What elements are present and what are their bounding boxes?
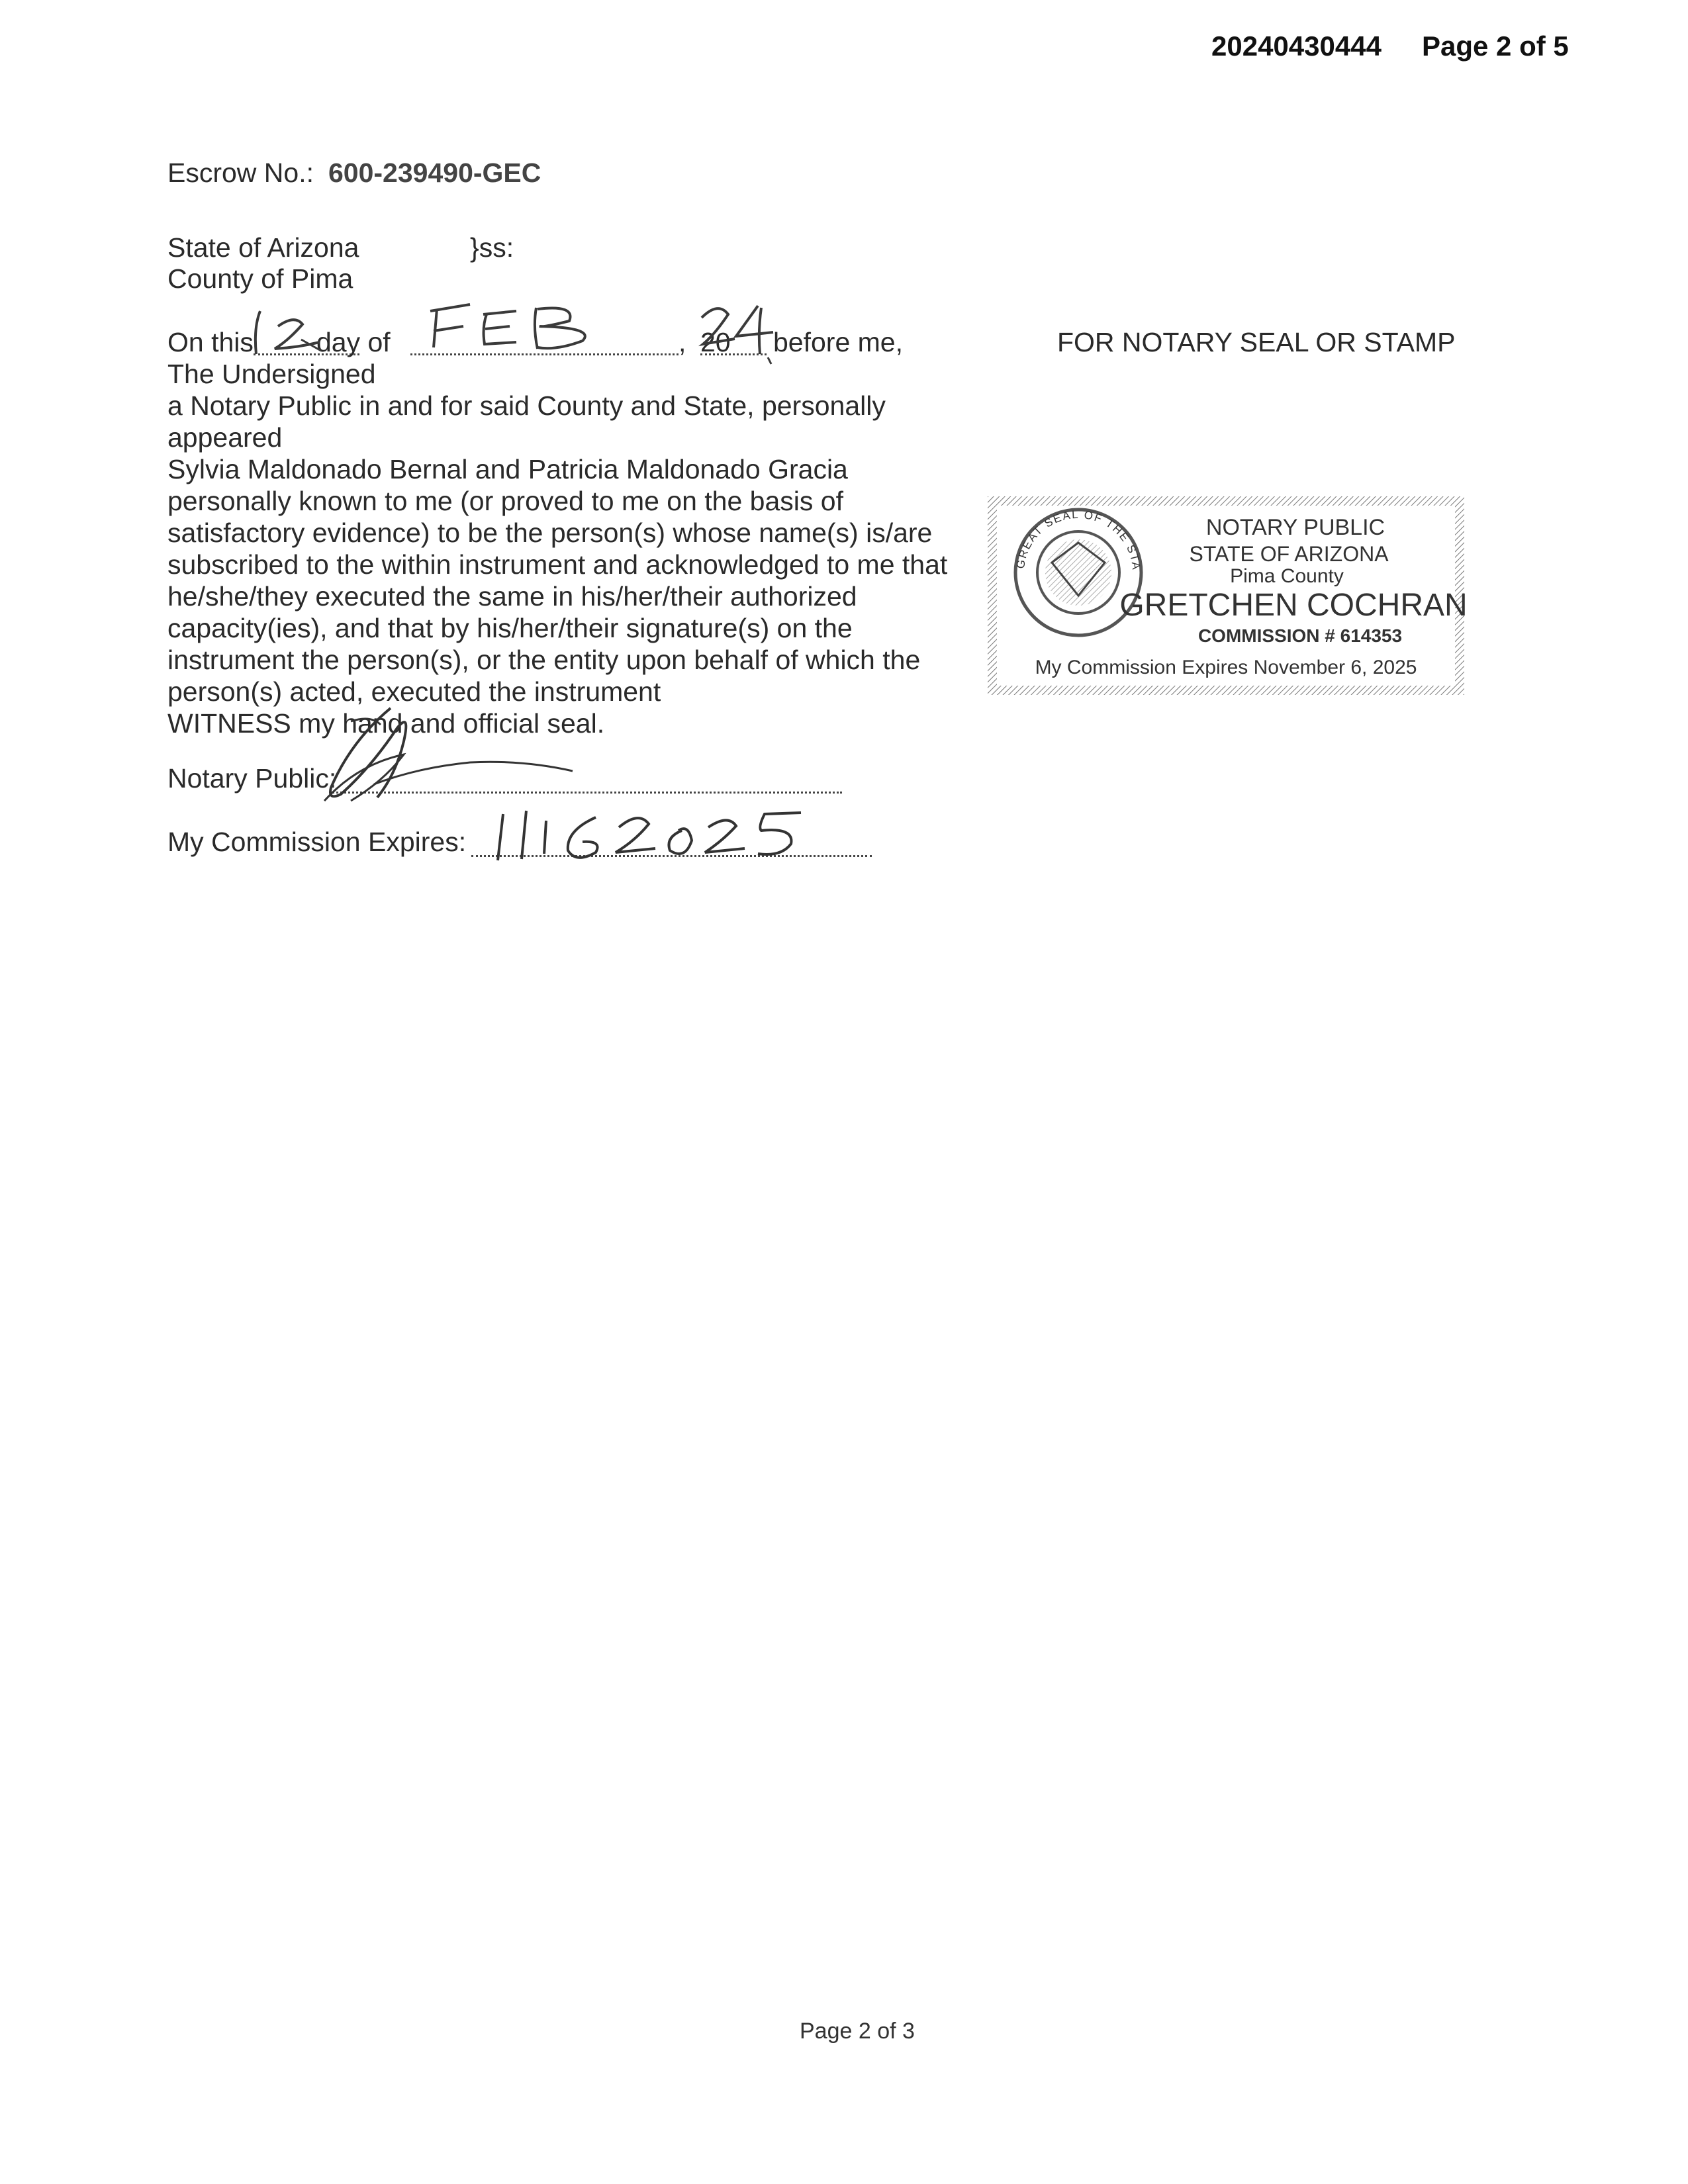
handwritten-expires <box>490 801 821 867</box>
ack-line: a Notary Public in and for said County and State, personally <box>167 390 886 421</box>
recording-number: 20240430444 <box>1211 30 1382 62</box>
on-this-label: On this <box>167 327 254 357</box>
handwritten-month <box>424 295 622 361</box>
stamp-notary-name: GRETCHEN COCHRAN <box>1119 588 1468 623</box>
witness-line: WITNESS my hand and official seal. <box>167 708 605 739</box>
venue-ss: }ss: <box>470 232 514 263</box>
handwritten-day <box>242 301 354 361</box>
commission-expires-label: My Commission Expires: <box>167 827 467 857</box>
stamp-state: STATE OF ARIZONA <box>1189 542 1389 566</box>
header-page-label: Page 2 of 5 <box>1422 30 1569 62</box>
acknowledgment-body <box>167 358 947 739</box>
ack-line-signers: Sylvia Maldonado Bernal and Patricia Maldonado Gracia <box>167 454 848 484</box>
ack-line: personally known to me (or proved to me on the basis of <box>167 486 843 516</box>
comma: , <box>679 327 686 357</box>
seal-area-label: FOR NOTARY SEAL OR STAMP <box>1057 327 1456 357</box>
stamp-notary-public: NOTARY PUBLIC <box>1205 515 1385 540</box>
before-me-label: before me, <box>773 327 903 357</box>
escrow-label: Escrow No.: <box>167 158 314 188</box>
notary-stamp <box>982 486 1468 702</box>
ack-line: person(s) acted, executed the instrument <box>167 676 661 707</box>
ack-line: capacity(ies), and that by his/her/their signature(s) on the <box>167 613 853 643</box>
stamp-commission: COMMISSION # 614353 <box>1197 625 1403 646</box>
venue-county: County of Pima <box>167 263 353 294</box>
seal-ring-text: GREAT SEAL OF THE STATE OF ARIZONA 1912 <box>982 486 1143 571</box>
ack-line: he/she/they executed the same in his/her/their authorized <box>167 581 857 612</box>
day-of-label: day of <box>316 327 391 357</box>
stamp-county: Pima County <box>1230 565 1344 587</box>
ack-line: The Undersigned <box>167 359 376 389</box>
ack-line: subscribed to the within instrument and acknowledged to me that <box>167 549 948 580</box>
ack-line: instrument the person(s), or the entity upon behalf of which the <box>167 645 921 675</box>
ack-line: satisfactory evidence) to be the person(s) whose name(s) is/are <box>167 518 933 548</box>
footer-page-label: Page 2 of 3 <box>800 2019 915 2044</box>
notary-public-label: Notary Public: <box>167 763 337 794</box>
stamp-expires: My Commission Expires November 6, 2025 <box>1035 657 1417 678</box>
escrow-number: 600-239490-GEC <box>328 158 541 188</box>
notary-signature <box>311 702 589 814</box>
ack-line: appeared <box>167 422 283 453</box>
year-prefix: 20 <box>700 327 731 357</box>
venue-state: State of Arizona <box>167 232 359 263</box>
